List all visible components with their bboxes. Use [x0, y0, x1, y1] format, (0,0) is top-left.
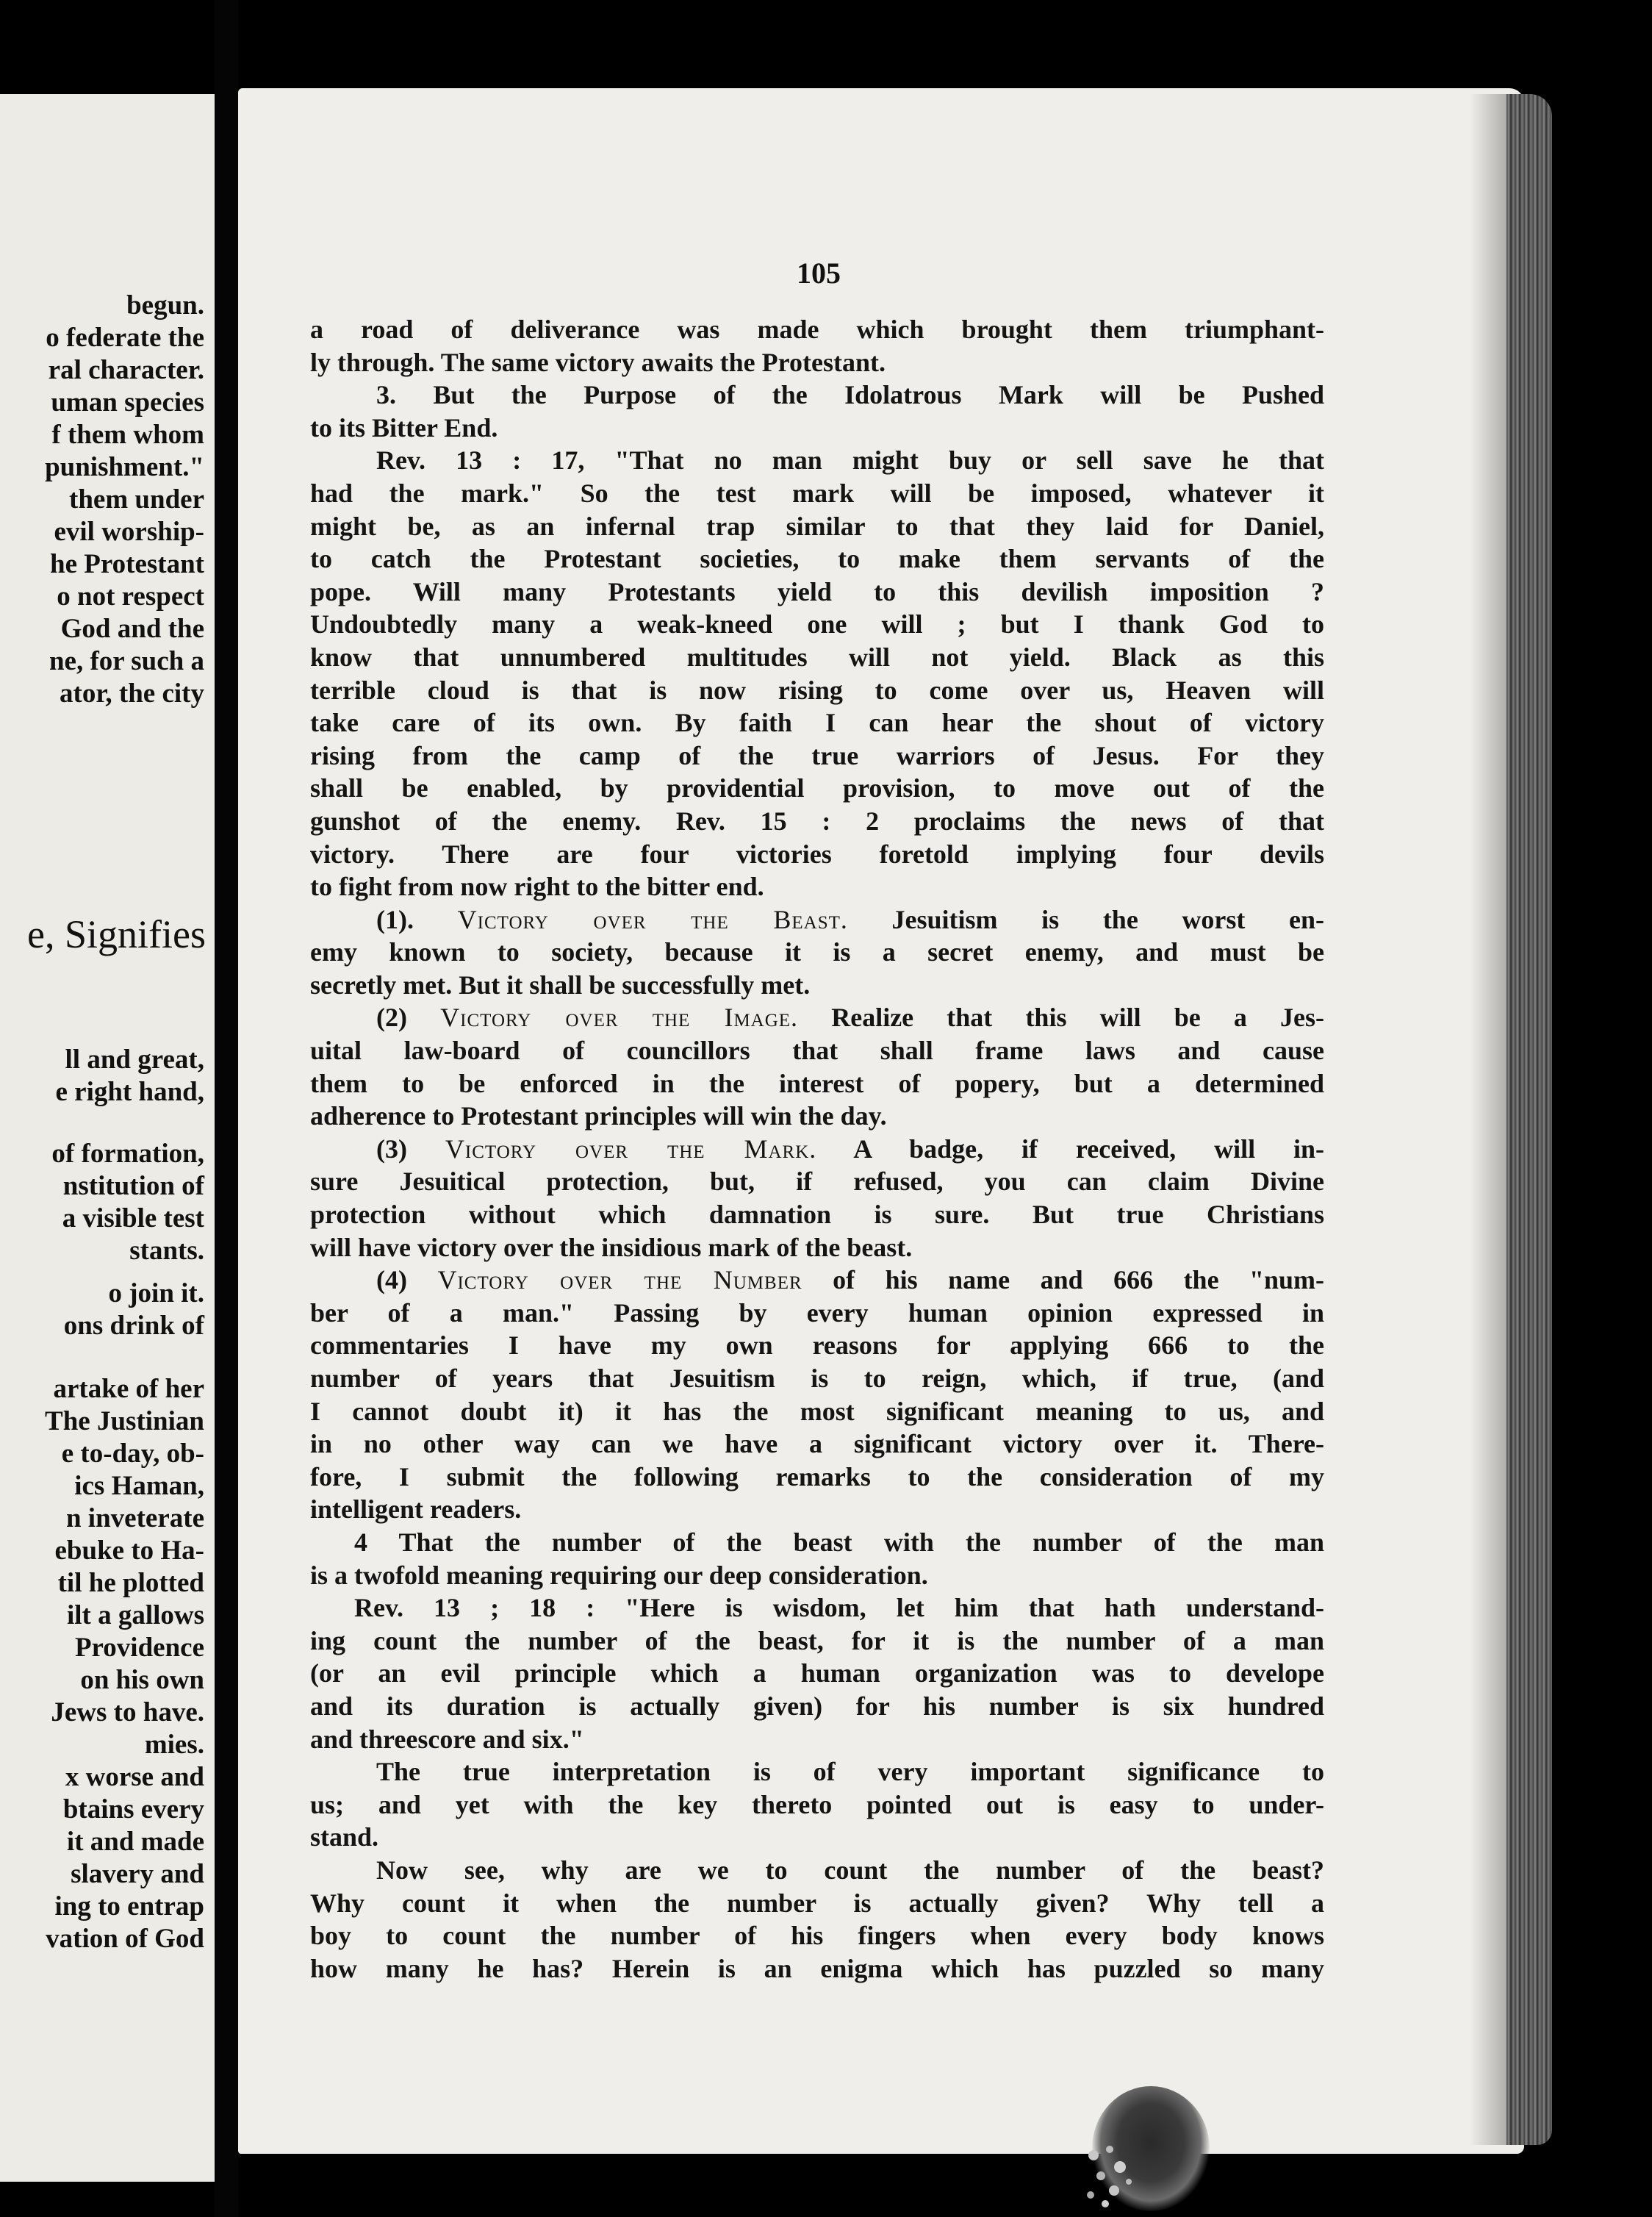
left-page-line: mies.	[144, 1730, 204, 1760]
page-edge-shadow	[1470, 94, 1508, 2145]
left-page-line: ne, for such a	[49, 646, 204, 676]
left-page-line: ics Haman,	[74, 1471, 204, 1501]
left-page-line: uman species	[51, 387, 204, 418]
victory-heading-line	[310, 903, 1324, 936]
body-line: I cannot doubt it) it has the most significant meaning to us, and	[310, 1396, 1324, 1426]
body-line-segment: Realize that this will be a Jes-	[831, 1003, 1325, 1033]
left-page-line: nstitution of	[62, 1171, 204, 1201]
body-line: take care of its own. By faith I can hear the shout of victory	[310, 708, 1324, 738]
body-line: stand.	[310, 1822, 379, 1852]
left-page-line: o not respect	[57, 581, 204, 612]
left-page-line: vation of God	[46, 1924, 204, 1954]
left-page-line: it and made	[66, 1827, 204, 1857]
left-page-line: punishment."	[45, 452, 204, 482]
body-line: Rev. 13 ; 18 : "Here is wisdom, let him that hath understand-	[354, 1593, 1324, 1623]
body-line-segment: of his name and 666 the "num-	[833, 1265, 1325, 1295]
book-gutter	[215, 0, 238, 2217]
body-line: ing count the number of the beast, for it is the number of a man	[310, 1625, 1324, 1655]
left-page-line: ebuke to Ha-	[54, 1536, 204, 1566]
body-line: to catch the Protestant societies, to make them servants of the	[310, 544, 1324, 574]
left-page-line: e right hand,	[55, 1077, 204, 1107]
body-line: shall be enabled, by providential provision, to move out of the	[310, 773, 1324, 803]
left-page-line: The Justinian	[45, 1406, 204, 1436]
victory-heading: Victory over the Number	[437, 1265, 802, 1295]
body-line: had the mark." So the test mark will be imposed, whatever it	[310, 478, 1324, 508]
body-line: is a twofold meaning requiring our deep consideration.	[310, 1560, 928, 1590]
body-line: The true interpretation is of very important significance to	[376, 1757, 1324, 1787]
body-line: to fight from now right to the bitter end.	[310, 872, 764, 902]
body-line: intelligent readers.	[310, 1494, 522, 1525]
page-edges	[1506, 94, 1552, 2145]
left-page-line: ll and great,	[65, 1045, 204, 1075]
left-page-line: artake of her	[53, 1374, 204, 1404]
body-line: adherence to Protestant principles will win the day.	[310, 1101, 887, 1131]
left-page-line: x worse and	[65, 1762, 204, 1792]
section-number: (3)	[376, 1133, 407, 1164]
left-page-line: Providence	[74, 1633, 204, 1663]
body-line: secretly met. But it shall be successfully met.	[310, 970, 811, 1000]
body-line: 4 That the number of the beast with the number of the man	[354, 1527, 1324, 1557]
victory-heading-line	[310, 1264, 1324, 1297]
left-page-line: ilt a gallows	[66, 1600, 204, 1630]
paper-damage-marks	[1071, 2133, 1152, 2217]
body-line: gunshot of the enemy. Rev. 15 : 2 proclaims the news of that	[310, 806, 1324, 836]
body-line: will have victory over the insidious mark of the beast.	[310, 1232, 913, 1262]
body-line: number of years that Jesuitism is to reign, which, if true, (and	[310, 1364, 1324, 1393]
body-text	[310, 313, 1324, 1985]
body-line: to its Bitter End.	[310, 412, 498, 443]
body-line: ly through. The same victory awaits the Protestant.	[310, 347, 886, 377]
left-page-line: he Protestant	[50, 549, 204, 579]
left-page-line: f them whom	[51, 420, 204, 450]
left-page-line: evil worship-	[54, 517, 204, 547]
left-page-line: Jews to have.	[51, 1697, 204, 1727]
left-page-line: ral character.	[48, 355, 204, 385]
body-line: and threescore and six."	[310, 1724, 584, 1754]
victory-heading: Victory over the Mark.	[445, 1133, 817, 1164]
left-page-line: btains every	[62, 1794, 204, 1824]
victory-heading-line	[310, 1001, 1324, 1034]
left-page-line: God and the	[60, 614, 204, 644]
body-line-segment: A badge, if received, will in-	[853, 1133, 1325, 1164]
section-number: (1).	[376, 904, 414, 934]
section-number: (2)	[376, 1003, 407, 1033]
body-line: how many he has? Herein is an enigma which has puzzled so many	[310, 1953, 1324, 1983]
body-line: a road of deliverance was made which brought them triumphant-	[310, 315, 1324, 344]
body-line: sure Jesuitical protection, but, if refused, you can claim Divine	[310, 1167, 1324, 1197]
body-line: (or an evil principle which a human organization was to develope	[310, 1658, 1324, 1688]
body-line: and its duration is actually given) for his number is six hundred	[310, 1691, 1324, 1721]
left-page-line: ator, the city	[60, 678, 204, 709]
body-line: in no other way can we have a significant victory over it. There-	[310, 1429, 1324, 1459]
body-line: emy known to society, because it is a secret enemy, and must be	[310, 937, 1324, 967]
body-line: know that unnumbered multitudes will not yield. Black as this	[310, 642, 1324, 672]
body-line: boy to count the number of his fingers when every body knows	[310, 1921, 1324, 1951]
body-line: Undoubtedly many a weak-kneed one will ; but I thank God to	[310, 609, 1324, 640]
body-line: us; and yet with the key thereto pointed out is easy to under-	[310, 1789, 1324, 1819]
left-page-line: ing to entrap	[54, 1891, 204, 1921]
victory-heading: Victory over the Image.	[440, 1003, 799, 1033]
left-page-line: til he plotted	[57, 1568, 204, 1598]
left-page-line: slavery and	[71, 1859, 204, 1889]
body-line: commentaries I have my own reasons for applying 666 to the	[310, 1330, 1324, 1361]
body-line: rising from the camp of the true warriors of Jesus. For they	[310, 740, 1324, 770]
body-line: them to be enforced in the interest of popery, but a determined	[310, 1068, 1324, 1098]
body-line: Rev. 13 : 17, "That no man might buy or sell save he that	[376, 445, 1324, 476]
body-line: Now see, why are we to count the number of the beast?	[376, 1855, 1324, 1885]
victory-heading-line	[310, 1133, 1324, 1166]
page-number: 105	[797, 257, 841, 290]
body-line: victory. There are four victories foretold implying four devils	[310, 839, 1324, 869]
left-page-line: begun.	[126, 290, 204, 320]
body-line: terrible cloud is that is now rising to come over us, Heaven will	[310, 675, 1324, 705]
left-page-line: o federate the	[46, 323, 204, 353]
body-line: protection without which damnation is sure. But true Christians	[310, 1200, 1324, 1230]
left-page-heading: e, Signifies	[27, 912, 206, 956]
body-line: 3. But the Purpose of the Idolatrous Mark will be Pushed	[376, 380, 1324, 410]
body-line: fore, I submit the following remarks to the consideration of my	[310, 1461, 1324, 1491]
body-line-segment: Jesuitism is the worst en-	[891, 904, 1325, 934]
section-number: (4)	[376, 1265, 407, 1295]
left-page	[0, 94, 215, 2182]
left-page-line: e to-day, ob-	[61, 1439, 204, 1469]
body-line: might be, as an infernal trap similar to that they laid for Daniel,	[310, 511, 1324, 541]
left-page-line: of formation,	[51, 1139, 204, 1169]
body-line: ber of a man." Passing by every human opinion expressed in	[310, 1297, 1324, 1328]
body-line: pope. Will many Protestants yield to this devilish imposition ?	[310, 576, 1324, 606]
left-page-line: ons drink of	[63, 1311, 204, 1341]
body-line: Why count it when the number is actually given? Why tell a	[310, 1888, 1324, 1918]
body-line: uital law-board of councillors that shall frame laws and cause	[310, 1036, 1324, 1066]
left-page-line: them under	[69, 484, 204, 515]
left-page-line: on his own	[80, 1665, 204, 1695]
left-page-line: o join it.	[108, 1278, 204, 1308]
victory-heading: Victory over the Beast.	[457, 904, 848, 934]
left-page-line: a visible test	[62, 1203, 204, 1233]
left-page-line: stants.	[129, 1236, 204, 1266]
left-page-line: n inveterate	[65, 1503, 204, 1533]
